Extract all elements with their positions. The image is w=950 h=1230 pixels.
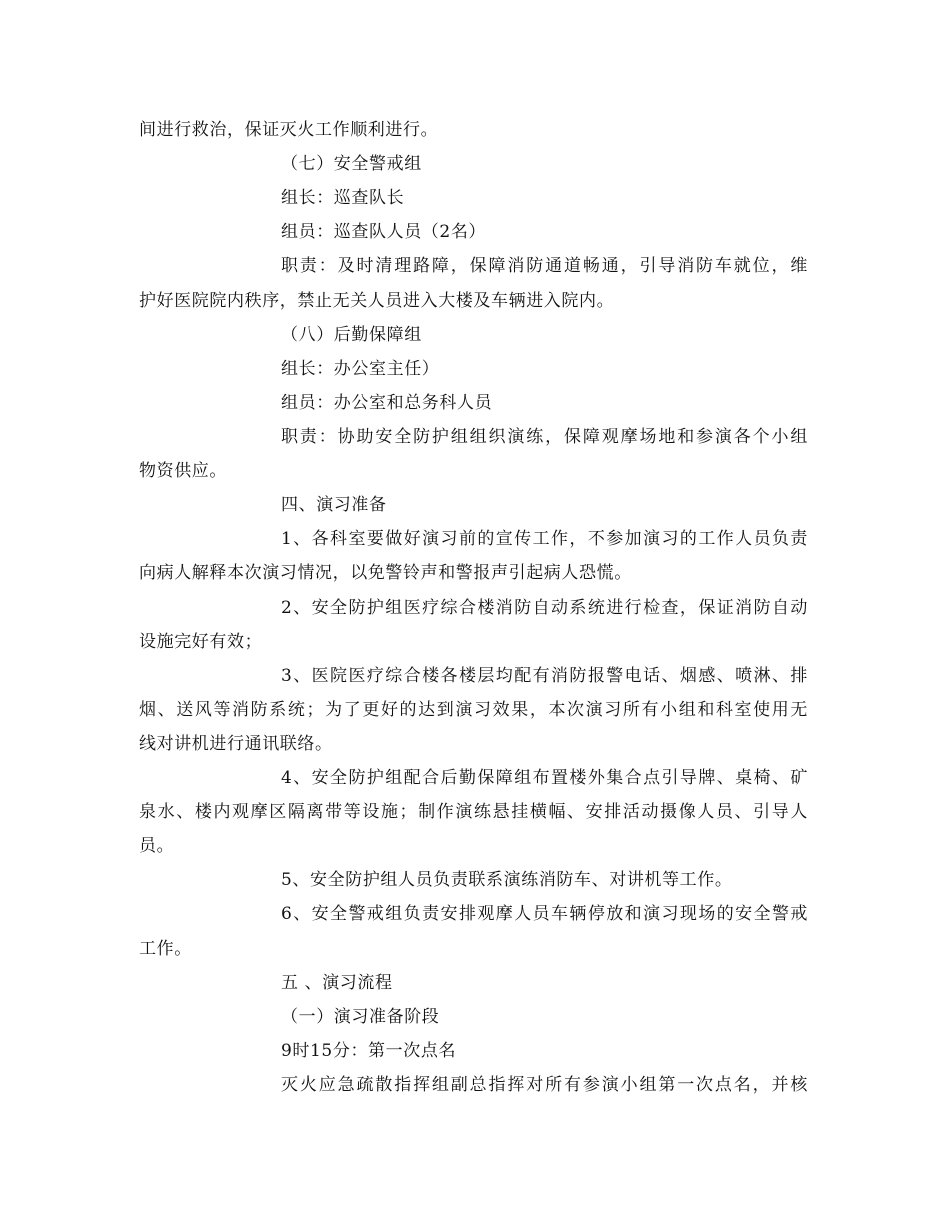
text-line: 灭火应急疏散指挥组副总指挥对所有参演小组第一次点名，并核 [281, 1075, 808, 1095]
text-line: 3、医院医疗综合楼各楼层均配有消防报警电话、烟感、喷淋、排 [281, 666, 808, 686]
text-line: 泉水、楼内观摩区隔离带等设施；制作演练悬挂横幅、安排活动摄像人员、引导人 [139, 802, 808, 822]
section-heading: 五 、演习流程 [281, 973, 393, 993]
section-heading: （七）安全警戒组 [281, 154, 422, 174]
text-line: 烟、送风等消防系统；为了更好的达到演习效果，本次演习所有小组和科室使用无 [139, 700, 808, 720]
text-line: 员。 [139, 836, 175, 856]
text-line: 工作。 [139, 939, 192, 959]
section-heading: （八）后勤保障组 [281, 325, 422, 345]
text-line: 组长：办公室主任） [281, 359, 440, 379]
text-line: 设施完好有效； [139, 632, 263, 652]
text-line: 护好医院院内秩序，禁止无关人员进入大楼及车辆进入院内。 [139, 291, 615, 311]
text-line: 5、安全防护组人员负责联系演练消防车、对讲机等工作。 [281, 870, 733, 890]
text-line: 间进行救治，保证灭火工作顺利进行。 [139, 120, 439, 140]
text-line: 6、安全警戒组负责安排观摩人员车辆停放和演习现场的安全警戒 [281, 904, 808, 924]
text-line: 物资供应。 [139, 461, 227, 481]
text-line: 向病人解释本次演习情况，以免警铃声和警报声引起病人恐慌。 [139, 563, 632, 583]
text-line: 职责：及时清理路障，保障消防通道畅通，引导消防车就位，维 [281, 256, 808, 276]
text-line: 9时15分：第一次点名 [281, 1041, 457, 1061]
text-line: 组员：巡查队人员（2名） [281, 222, 487, 242]
text-line: 2、安全防护组医疗综合楼消防自动系统进行检查，保证消防自动 [281, 598, 808, 618]
text-line: 线对讲机进行通讯联络。 [139, 734, 333, 754]
section-heading: （一）演习准备阶段 [281, 1007, 440, 1027]
text-line: 1、各科室要做好演习前的宣传工作，不参加演习的工作人员负责 [281, 529, 808, 549]
text-line: 4、安全防护组配合后勤保障组布置楼外集合点引导牌、桌椅、矿 [281, 768, 808, 788]
text-line: 组长：巡查队长 [281, 188, 405, 208]
text-line: 组员：办公室和总务科人员 [281, 393, 493, 413]
section-heading: 四、演习准备 [281, 495, 387, 515]
text-line: 职责：协助安全防护组组织演练，保障观摩场地和参演各个小组 [281, 427, 808, 447]
